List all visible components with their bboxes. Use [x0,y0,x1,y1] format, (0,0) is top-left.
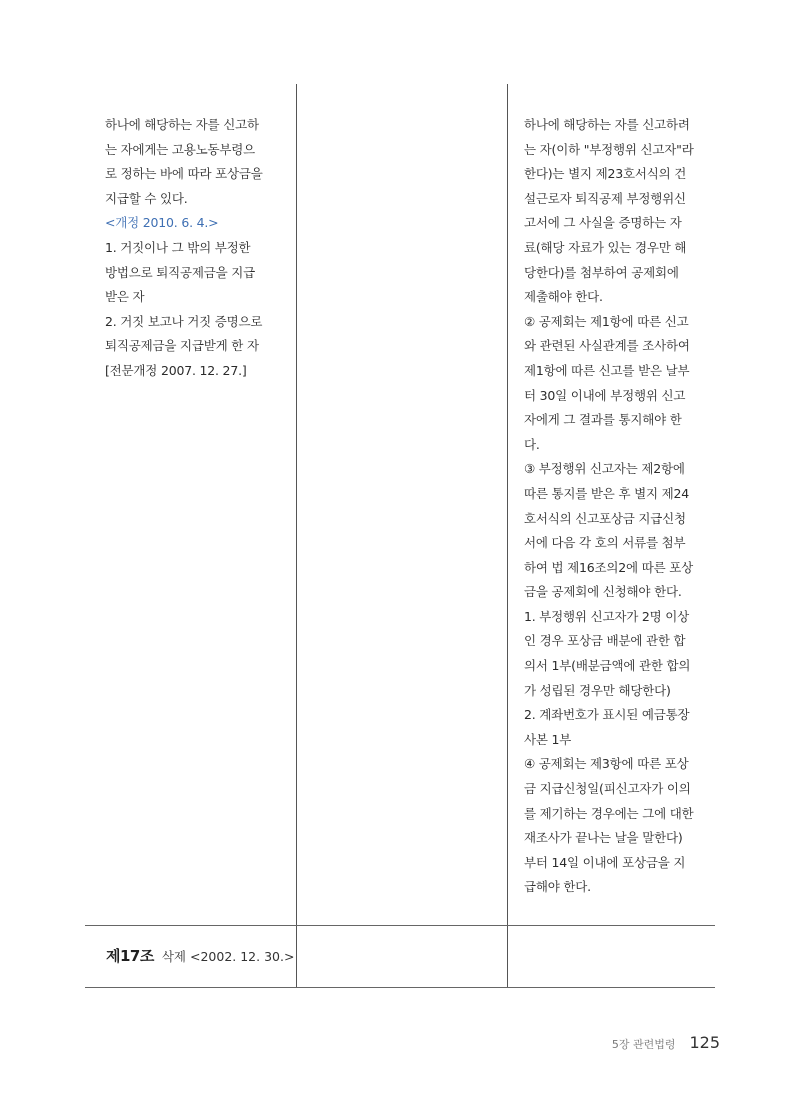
right-column-line: 1. 부정행위 신고자가 2명 이상 [524,608,689,624]
right-column-line: 부터 14일 이내에 포상금을 지 [524,854,686,870]
left-column-line: 1. 거짓이나 그 밖의 부정한 [105,239,251,255]
right-column-line: ② 공제회는 제1항에 따른 신고 [524,313,689,329]
column-divider-2 [507,84,508,988]
left-column-line: 방법으로 퇴직공제금을 지급 [105,264,256,280]
right-column-line: 금을 공제회에 신청해야 한다. [524,584,682,600]
right-column-text [524,113,706,900]
right-column-line: ④ 공제회는 제3항에 따른 포상 [524,756,689,772]
right-column-line: 와 관련된 사실관계를 조사하여 [524,338,690,354]
right-column-line: 의서 1부(배분금액에 관한 합의 [524,658,691,674]
left-column-line: 받은 자 [105,289,145,305]
middle-column-empty [297,84,507,925]
right-column-line: 사본 1부 [524,731,572,747]
right-column-line: 가 성립된 경우만 해당한다) [524,682,671,698]
right-column-line: 제1항에 따른 신고를 받은 날부 [524,362,690,378]
right-column-line: 따른 통지를 받은 후 별지 제24 [524,485,689,501]
right-column-line: 한다)는 별지 제23호서식의 건 [524,166,687,182]
right-column-line: ③ 부정행위 신고자는 제2항에 [524,461,685,477]
right-column-line: 터 30일 이내에 부정행위 신고 [524,387,686,403]
right-column-line: 하여 법 제16조의2에 따른 포상 [524,559,693,575]
left-column-line: <개정 2010. 6. 4.> [105,215,219,231]
right-column-line: 료(해당 자료가 있는 경우만 해 [524,239,687,255]
right-column-line: 서에 다음 각 호의 서류를 첨부 [524,535,686,551]
page-number: 125 [689,1033,720,1052]
article-deleted-note: 삭제 <2002. 12. 30.> [161,949,295,964]
right-column-line: 하나에 해당하는 자를 신고하려 [524,117,690,132]
right-column-line: 설근로자 퇴직공제 부정행위신 [524,190,686,206]
article-number: 제17조 [106,947,154,965]
right-column-line: 고서에 그 사실을 증명하는 자 [524,215,682,231]
right-column-line: 2. 계좌번호가 표시된 예금통장 [524,707,690,723]
right-column-line: 제출해야 한다. [524,289,603,305]
left-column-line: [전문개정 2007. 12. 27.] [105,362,247,378]
right-column-line: 금 지급신청일(피신고자가 이의 [524,781,691,797]
right-column-line: 재조사가 끝나는 날을 말한다) [524,830,683,846]
left-column-line: 퇴직공제금을 지급받게 한 자 [105,338,259,354]
left-column-line: 는 자에게는 고용노동부령으 [105,141,256,157]
right-column-line: 는 자(이하 "부정행위 신고자"라 [524,141,694,157]
right-column-line: 급해야 한다. [524,879,591,895]
right-column-line: 자에게 그 결과를 통지해야 한 [524,412,682,428]
right-column-line: 인 경우 포상금 배분에 관한 합 [524,633,686,649]
right-column-line: 당한다)를 첨부하여 공제회에 [524,264,679,280]
left-column-text [105,113,285,384]
right-column-line: 호서식의 신고포상금 지급신청 [524,510,686,526]
row-divider [85,925,715,926]
left-column-line: 지급할 수 있다. [105,190,188,206]
page-footer [612,1031,720,1055]
right-column-line: 를 제기하는 경우에는 그에 대한 [524,805,694,821]
table-bottom-rule [85,987,715,988]
left-column-line: 하나에 해당하는 자를 신고하 [105,117,259,132]
left-column-line: 로 정하는 바에 따라 포상금을 [105,166,263,182]
left-column-line: 2. 거짓 보고나 거짓 증명으로 [105,313,263,329]
right-column-line: 다. [524,436,540,452]
chapter-label: 5장 관련법령 [611,1038,676,1051]
article-row [106,942,294,970]
